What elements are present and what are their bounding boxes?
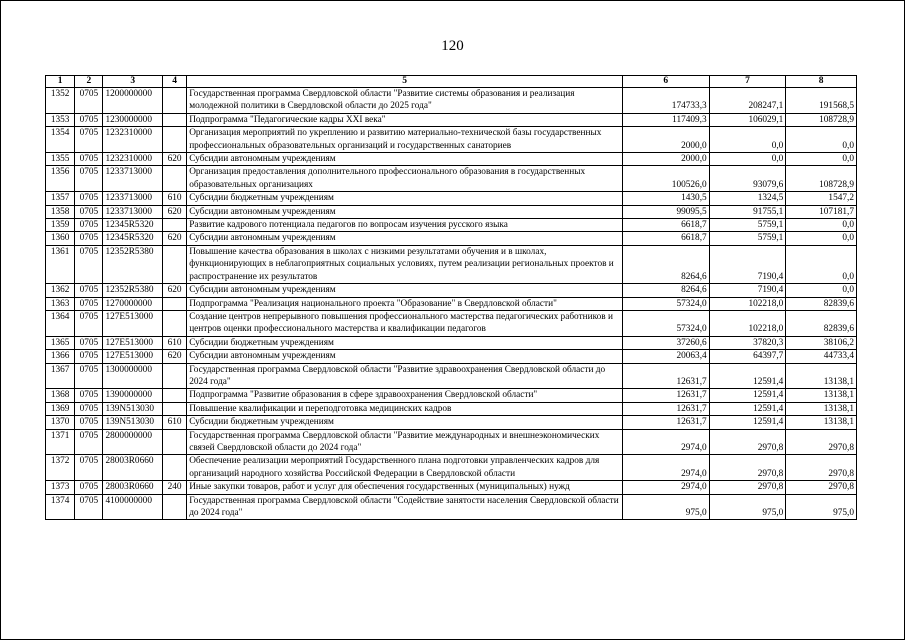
item-description: Повышение квалификации и переподготовка медицинских кадров — [187, 402, 623, 415]
expense-type-code — [162, 219, 186, 232]
item-description: Создание центров непрерывного повышения профессионального мастерства педагогических работников и центров оценки профессионального мастерства и квалификации педагогов — [187, 310, 623, 336]
amount-col-7: 93079,6 — [709, 166, 786, 192]
table-row — [46, 153, 857, 166]
section-code: 0705 — [75, 310, 103, 336]
table-row — [46, 205, 857, 218]
amount-col-7: 12591,4 — [709, 402, 786, 415]
amount-col-7: 1324,5 — [709, 192, 786, 205]
expense-type-code: 620 — [162, 153, 186, 166]
expense-type-code — [162, 245, 186, 283]
expense-type-code: 610 — [162, 336, 186, 349]
section-code: 0705 — [75, 88, 103, 114]
table-row — [46, 88, 857, 114]
target-article-code: 12352R5380 — [103, 284, 163, 297]
expense-type-code — [162, 88, 186, 114]
target-article-code: 12345R5320 — [103, 219, 163, 232]
table-row — [46, 310, 857, 336]
column-header-8: 8 — [786, 76, 857, 88]
section-code: 0705 — [75, 153, 103, 166]
target-article-code: 1233713000 — [103, 166, 163, 192]
item-description: Повышение качества образования в школах с низкими результатами обучения и в школах, функционирующих в неблагоприятных социальных условиях, путем реализации региональных проектов и распространение их результатов — [187, 245, 623, 283]
column-header-4: 4 — [162, 76, 186, 88]
section-code: 0705 — [75, 205, 103, 218]
section-code: 0705 — [75, 350, 103, 363]
section-code: 0705 — [75, 127, 103, 153]
amount-col-8: 107181,7 — [786, 205, 857, 218]
item-description: Государственная программа Свердловской области "Развитие международных и внешнеэкономических связей Свердловской области до 2024 года" — [187, 429, 623, 455]
expense-type-code: 620 — [162, 232, 186, 245]
table-row — [46, 284, 857, 297]
table-row — [46, 166, 857, 192]
target-article-code: 4100000000 — [103, 494, 163, 520]
amount-col-7: 5759,1 — [709, 232, 786, 245]
expense-type-code — [162, 113, 186, 126]
amount-col-6: 6618,7 — [622, 219, 709, 232]
column-header-3: 3 — [103, 76, 163, 88]
amount-col-6: 2000,0 — [622, 153, 709, 166]
row-number: 1366 — [46, 350, 75, 363]
amount-col-6: 37260,6 — [622, 336, 709, 349]
amount-col-8: 2970,8 — [786, 429, 857, 455]
amount-col-7: 91755,1 — [709, 205, 786, 218]
target-article-code: 127E513000 — [103, 310, 163, 336]
budget-table — [45, 75, 857, 520]
column-header-2: 2 — [75, 76, 103, 88]
amount-col-6: 12631,7 — [622, 363, 709, 389]
row-number: 1356 — [46, 166, 75, 192]
section-code: 0705 — [75, 429, 103, 455]
expense-type-code — [162, 429, 186, 455]
row-number: 1354 — [46, 127, 75, 153]
amount-col-7: 0,0 — [709, 127, 786, 153]
row-number: 1374 — [46, 494, 75, 520]
table-row — [46, 336, 857, 349]
section-code: 0705 — [75, 402, 103, 415]
amount-col-8: 13138,1 — [786, 389, 857, 402]
amount-col-7: 7190,4 — [709, 245, 786, 283]
target-article-code: 1390000000 — [103, 389, 163, 402]
row-number: 1352 — [46, 88, 75, 114]
table-row — [46, 429, 857, 455]
amount-col-6: 174733,3 — [622, 88, 709, 114]
table-row — [46, 402, 857, 415]
amount-col-6: 20063,4 — [622, 350, 709, 363]
amount-col-8: 0,0 — [786, 284, 857, 297]
page-number: 120 — [441, 38, 464, 54]
section-code: 0705 — [75, 363, 103, 389]
table-row — [46, 245, 857, 283]
expense-type-code: 240 — [162, 481, 186, 494]
expense-type-code — [162, 389, 186, 402]
amount-col-7: 64397,7 — [709, 350, 786, 363]
amount-col-8: 0,0 — [786, 245, 857, 283]
amount-col-7: 5759,1 — [709, 219, 786, 232]
expense-type-code — [162, 455, 186, 481]
item-description: Подпрограмма "Развитие образования в сфере здравоохранения Свердловской области" — [187, 389, 623, 402]
amount-col-8: 0,0 — [786, 232, 857, 245]
row-number: 1364 — [46, 310, 75, 336]
amount-col-6: 12631,7 — [622, 402, 709, 415]
item-description: Субсидии автономным учреждениям — [187, 284, 623, 297]
expense-type-code: 620 — [162, 205, 186, 218]
expense-type-code — [162, 363, 186, 389]
amount-col-8: 13138,1 — [786, 402, 857, 415]
row-number: 1369 — [46, 402, 75, 415]
amount-col-6: 2974,0 — [622, 455, 709, 481]
row-number: 1357 — [46, 192, 75, 205]
row-number: 1368 — [46, 389, 75, 402]
item-description: Субсидии автономным учреждениям — [187, 350, 623, 363]
amount-col-6: 2974,0 — [622, 429, 709, 455]
section-code: 0705 — [75, 284, 103, 297]
amount-col-8: 108728,9 — [786, 113, 857, 126]
amount-col-7: 12591,4 — [709, 416, 786, 429]
row-number: 1355 — [46, 153, 75, 166]
target-article-code: 1232310000 — [103, 127, 163, 153]
amount-col-6: 6618,7 — [622, 232, 709, 245]
table-row — [46, 219, 857, 232]
target-article-code: 28003R0660 — [103, 481, 163, 494]
section-code: 0705 — [75, 455, 103, 481]
amount-col-7: 102218,0 — [709, 297, 786, 310]
item-description: Государственная программа Свердловской области "Развитие системы образования и реализация молодежной политики в Свердловской области до 2025 года" — [187, 88, 623, 114]
table-row — [46, 127, 857, 153]
target-article-code: 1233713000 — [103, 205, 163, 218]
amount-col-6: 1430,5 — [622, 192, 709, 205]
row-number: 1363 — [46, 297, 75, 310]
amount-col-6: 100526,0 — [622, 166, 709, 192]
item-description: Подпрограмма "Реализация национального проекта "Образование" в Свердловской области" — [187, 297, 623, 310]
column-header-1: 1 — [46, 76, 75, 88]
amount-col-8: 38106,2 — [786, 336, 857, 349]
amount-col-8: 191568,5 — [786, 88, 857, 114]
table-row — [46, 494, 857, 520]
amount-col-8: 975,0 — [786, 494, 857, 520]
target-article-code: 1200000000 — [103, 88, 163, 114]
item-description: Государственная программа Свердловской области "Содействие занятости населения Свердловской области до 2024 года" — [187, 494, 623, 520]
expense-type-code: 610 — [162, 192, 186, 205]
amount-col-7: 208247,1 — [709, 88, 786, 114]
amount-col-8: 44733,4 — [786, 350, 857, 363]
section-code: 0705 — [75, 245, 103, 283]
expense-type-code — [162, 297, 186, 310]
row-number: 1359 — [46, 219, 75, 232]
table-row — [46, 232, 857, 245]
row-number: 1370 — [46, 416, 75, 429]
item-description: Субсидии бюджетным учреждениям — [187, 336, 623, 349]
amount-col-7: 2970,8 — [709, 429, 786, 455]
amount-col-6: 8264,6 — [622, 245, 709, 283]
amount-col-6: 975,0 — [622, 494, 709, 520]
amount-col-6: 117409,3 — [622, 113, 709, 126]
expense-type-code — [162, 494, 186, 520]
amount-col-6: 8264,6 — [622, 284, 709, 297]
amount-col-8: 108728,9 — [786, 166, 857, 192]
section-code: 0705 — [75, 219, 103, 232]
amount-col-8: 13138,1 — [786, 416, 857, 429]
amount-col-8: 0,0 — [786, 153, 857, 166]
section-code: 0705 — [75, 192, 103, 205]
target-article-code: 127E513000 — [103, 350, 163, 363]
target-article-code: 12345R5320 — [103, 232, 163, 245]
section-code: 0705 — [75, 113, 103, 126]
section-code: 0705 — [75, 481, 103, 494]
table-row — [46, 363, 857, 389]
item-description: Субсидии автономным учреждениям — [187, 153, 623, 166]
row-number: 1362 — [46, 284, 75, 297]
amount-col-6: 12631,7 — [622, 416, 709, 429]
target-article-code: 1230000000 — [103, 113, 163, 126]
expense-type-code — [162, 310, 186, 336]
amount-col-8: 2970,8 — [786, 481, 857, 494]
amount-col-7: 12591,4 — [709, 389, 786, 402]
target-article-code: 2800000000 — [103, 429, 163, 455]
amount-col-8: 13138,1 — [786, 363, 857, 389]
target-article-code: 28003R0660 — [103, 455, 163, 481]
section-code: 0705 — [75, 166, 103, 192]
row-number: 1353 — [46, 113, 75, 126]
row-number: 1360 — [46, 232, 75, 245]
table-row — [46, 416, 857, 429]
amount-col-6: 2000,0 — [622, 127, 709, 153]
amount-col-6: 57324,0 — [622, 297, 709, 310]
item-description: Обеспечение реализации мероприятий Государственного плана подготовки управленческих кадров для организаций народного хозяйства Российской Федерации в Свердловской области — [187, 455, 623, 481]
amount-col-7: 7190,4 — [709, 284, 786, 297]
table-row — [46, 455, 857, 481]
target-article-code: 139N513030 — [103, 416, 163, 429]
table-row — [46, 481, 857, 494]
table-row — [46, 350, 857, 363]
section-code: 0705 — [75, 297, 103, 310]
column-header-7: 7 — [709, 76, 786, 88]
amount-col-8: 82839,6 — [786, 297, 857, 310]
expense-type-code — [162, 402, 186, 415]
amount-col-8: 2970,8 — [786, 455, 857, 481]
section-code: 0705 — [75, 416, 103, 429]
item-description: Организация мероприятий по укреплению и развитию материально-технической базы государственных профессиональных образовательных организаций и государственных санаториев — [187, 127, 623, 153]
target-article-code: 12352R5380 — [103, 245, 163, 283]
table-row — [46, 389, 857, 402]
amount-col-8: 0,0 — [786, 127, 857, 153]
item-description: Иные закупки товаров, работ и услуг для обеспечения государственных (муниципальных) нужд — [187, 481, 623, 494]
table-row — [46, 192, 857, 205]
amount-col-7: 2970,8 — [709, 455, 786, 481]
section-code: 0705 — [75, 389, 103, 402]
amount-col-7: 0,0 — [709, 153, 786, 166]
expense-type-code — [162, 127, 186, 153]
row-number: 1371 — [46, 429, 75, 455]
amount-col-6: 99095,5 — [622, 205, 709, 218]
amount-col-8: 82839,6 — [786, 310, 857, 336]
table-row — [46, 297, 857, 310]
target-article-code: 1270000000 — [103, 297, 163, 310]
amount-col-7: 975,0 — [709, 494, 786, 520]
amount-col-7: 2970,8 — [709, 481, 786, 494]
amount-col-8: 0,0 — [786, 219, 857, 232]
expense-type-code — [162, 166, 186, 192]
expense-type-code: 620 — [162, 284, 186, 297]
amount-col-8: 1547,2 — [786, 192, 857, 205]
target-article-code: 127E513000 — [103, 336, 163, 349]
table-header-row — [46, 76, 857, 88]
item-description: Субсидии автономным учреждениям — [187, 205, 623, 218]
row-number: 1372 — [46, 455, 75, 481]
item-description: Субсидии автономным учреждениям — [187, 232, 623, 245]
item-description: Государственная программа Свердловской области "Развитие здравоохранения Свердловской области до 2024 года" — [187, 363, 623, 389]
item-description: Субсидии бюджетным учреждениям — [187, 416, 623, 429]
amount-col-7: 37820,3 — [709, 336, 786, 349]
row-number: 1361 — [46, 245, 75, 283]
target-article-code: 1300000000 — [103, 363, 163, 389]
amount-col-7: 106029,1 — [709, 113, 786, 126]
amount-col-7: 102218,0 — [709, 310, 786, 336]
item-description: Организация предоставления дополнительного профессионального образования в государственных образовательных организациях — [187, 166, 623, 192]
section-code: 0705 — [75, 336, 103, 349]
amount-col-6: 57324,0 — [622, 310, 709, 336]
expense-type-code: 620 — [162, 350, 186, 363]
row-number: 1373 — [46, 481, 75, 494]
row-number: 1367 — [46, 363, 75, 389]
amount-col-6: 12631,7 — [622, 389, 709, 402]
item-description: Подпрограмма "Педагогические кадры XXI века" — [187, 113, 623, 126]
item-description: Развитие кадрового потенциала педагогов по вопросам изучения русского языка — [187, 219, 623, 232]
amount-col-7: 12591,4 — [709, 363, 786, 389]
row-number: 1358 — [46, 205, 75, 218]
expense-type-code: 610 — [162, 416, 186, 429]
target-article-code: 1232310000 — [103, 153, 163, 166]
table-row — [46, 113, 857, 126]
section-code: 0705 — [75, 494, 103, 520]
column-header-5: 5 — [187, 76, 623, 88]
row-number: 1365 — [46, 336, 75, 349]
target-article-code: 1233713000 — [103, 192, 163, 205]
section-code: 0705 — [75, 232, 103, 245]
item-description: Субсидии бюджетным учреждениям — [187, 192, 623, 205]
table-body — [46, 88, 857, 520]
column-header-6: 6 — [622, 76, 709, 88]
amount-col-6: 2974,0 — [622, 481, 709, 494]
target-article-code: 139N513030 — [103, 402, 163, 415]
